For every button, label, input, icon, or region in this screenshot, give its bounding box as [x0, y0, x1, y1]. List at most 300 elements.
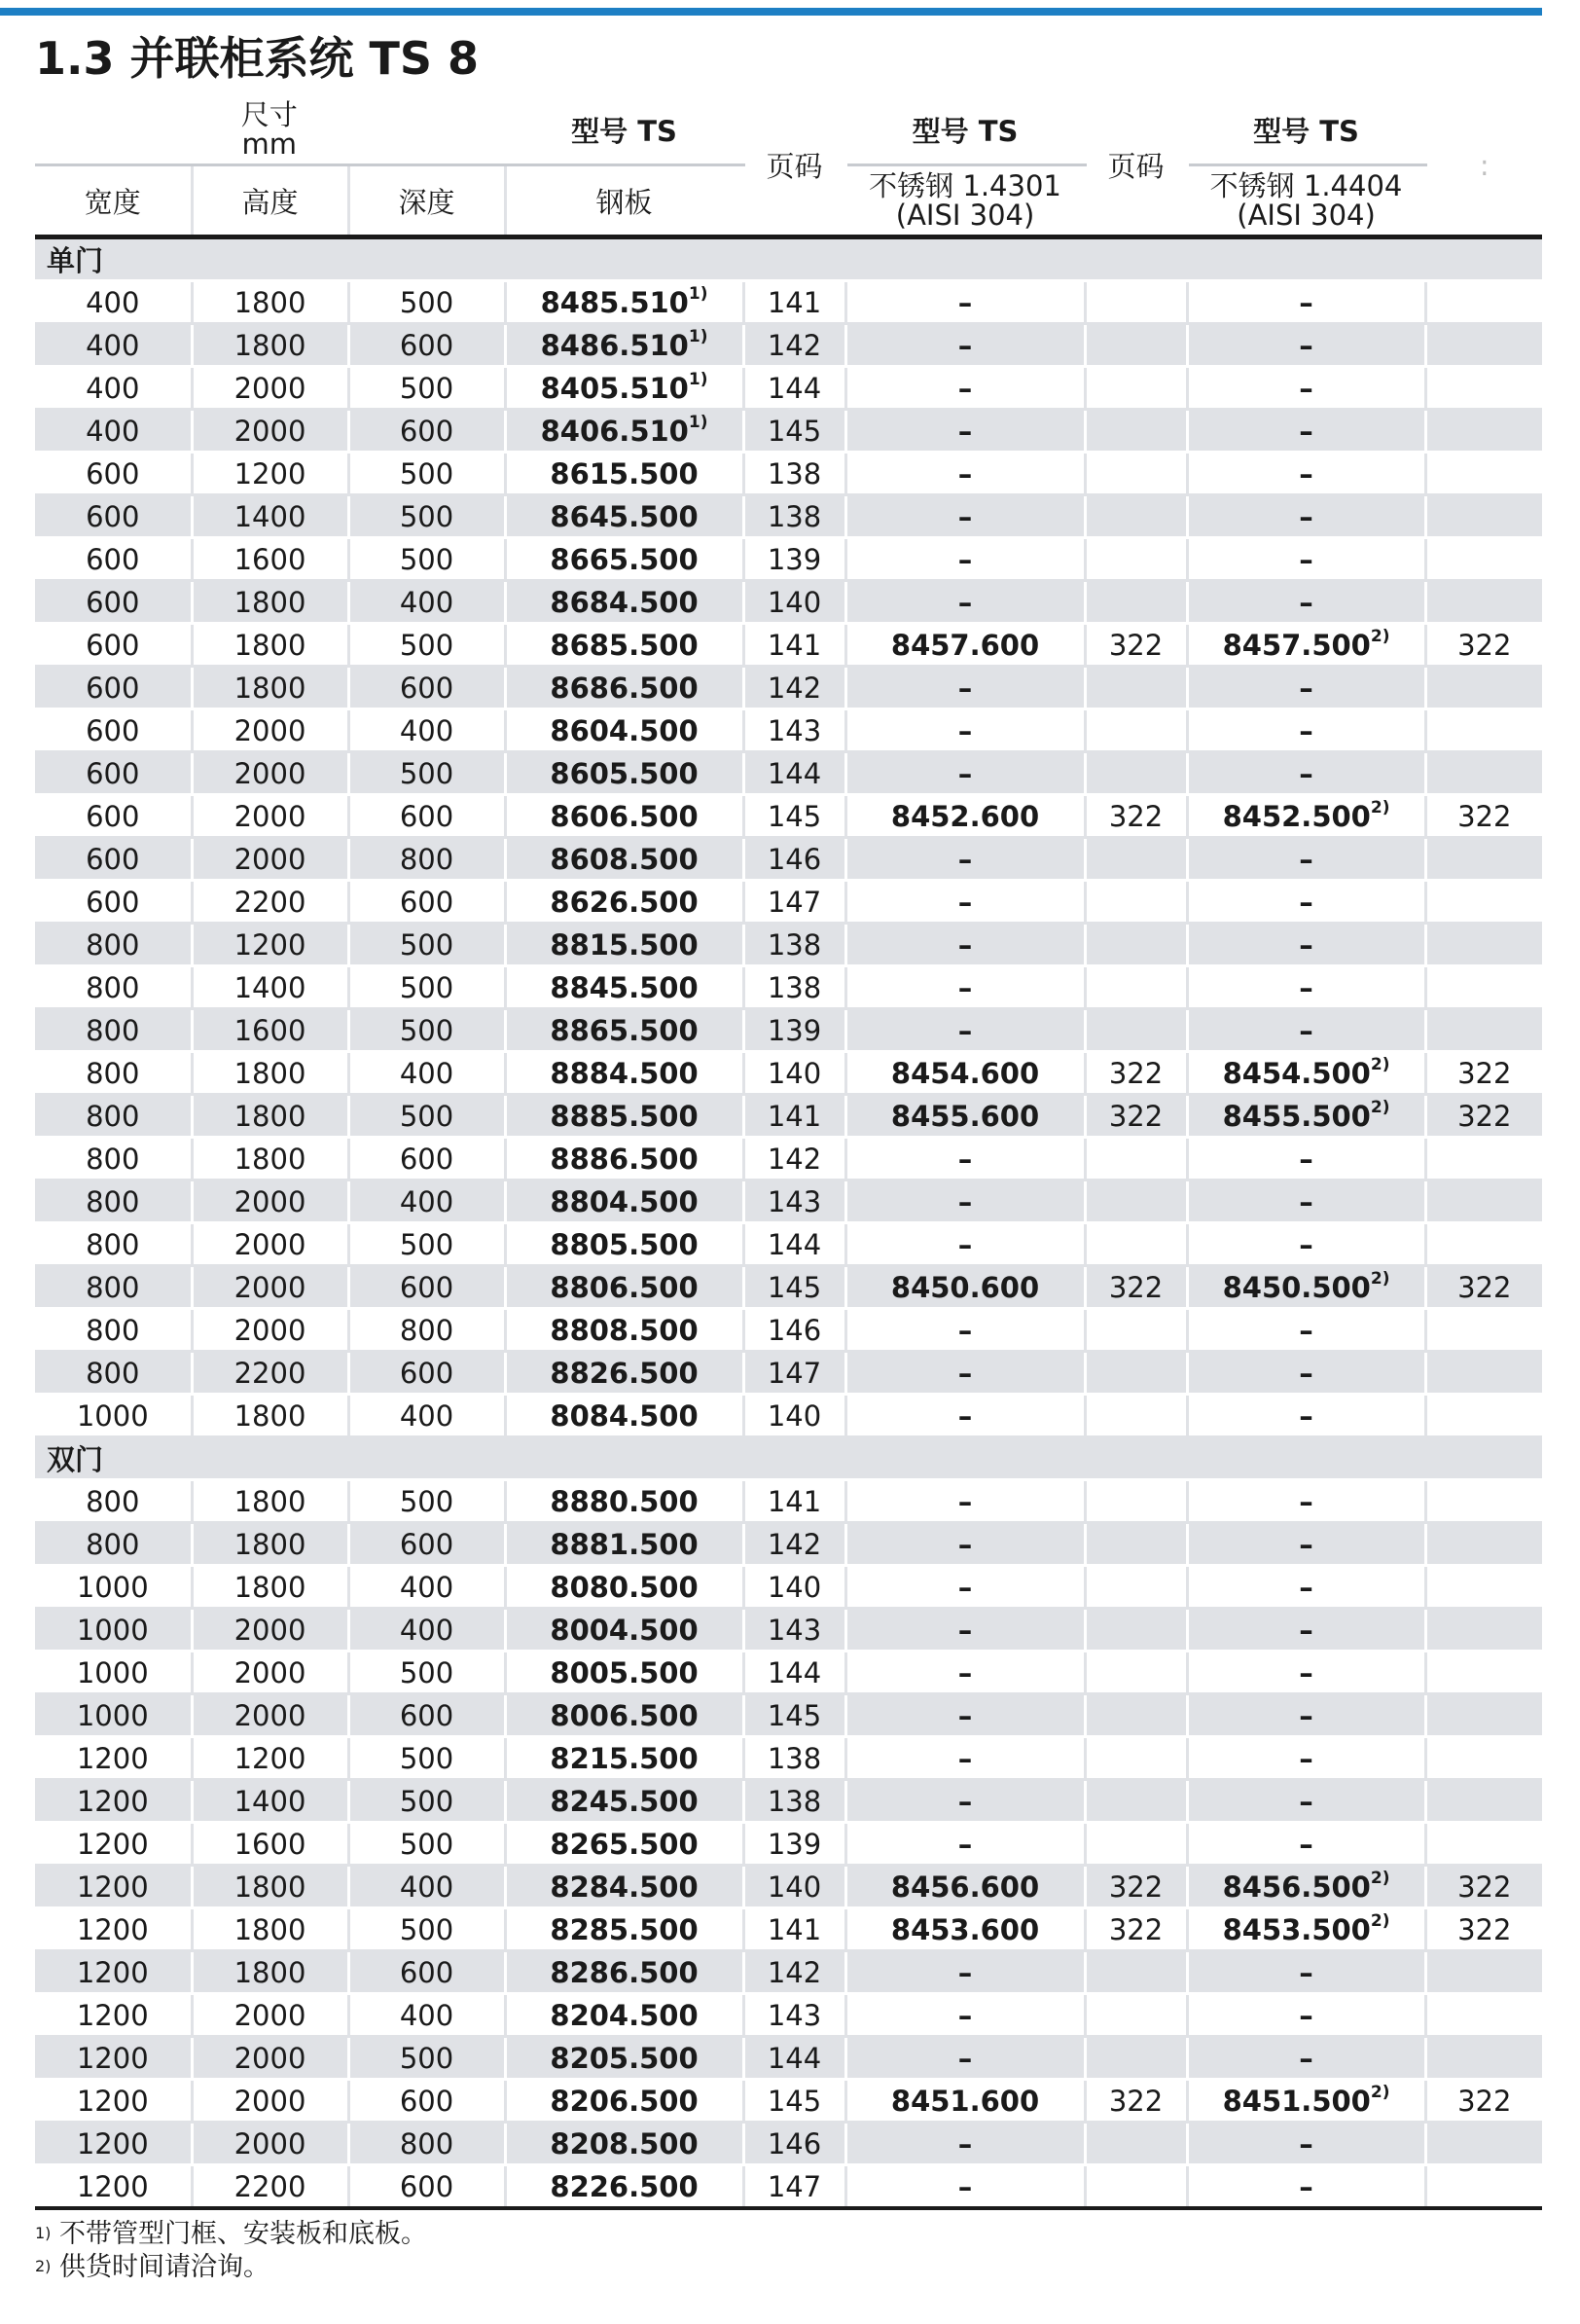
depth-cell-value: 400 [399, 585, 454, 619]
height-cell [192, 581, 348, 624]
depth-cell-value: 600 [399, 414, 454, 448]
stainless-2-model-cell-value: 8454.500 [1222, 1056, 1371, 1090]
page-cell-value: 144 [767, 756, 822, 790]
stainless-1-model-cell [845, 1095, 1085, 1138]
height-cell [192, 1138, 348, 1180]
stainless-2-model-cell [1187, 1095, 1425, 1138]
table-row [35, 1652, 1542, 1694]
table-row [35, 1009, 1542, 1052]
steel-model-cell [505, 1652, 743, 1694]
height-cell [192, 838, 348, 881]
page-cell [743, 1138, 845, 1180]
height-cell [192, 795, 348, 838]
steel-model-cell-value: 8084.500 [550, 1398, 699, 1433]
height-cell-value: 1800 [233, 1099, 306, 1133]
stainless-2-model-cell [1187, 1395, 1425, 1437]
width-cell-value: 600 [86, 585, 140, 619]
steel-model-cell [505, 1523, 743, 1566]
depth-cell [348, 1908, 505, 1951]
width-cell-value: 600 [86, 756, 140, 790]
section-label: 单门 [35, 237, 1542, 281]
steel-model-cell-value: 8615.500 [550, 456, 699, 490]
stainless-2-model-cell-value: – [1299, 1613, 1313, 1647]
height-cell-value: 2000 [233, 2084, 306, 2118]
stainless-2-page-cell [1425, 709, 1542, 752]
page-cell [743, 1566, 845, 1609]
stainless-2-page-cell [1425, 838, 1542, 881]
depth-cell-value: 500 [399, 542, 454, 576]
height-cell-value: 2000 [233, 1613, 306, 1647]
stainless-1-page-cell [1085, 1737, 1187, 1780]
width-cell-value: 800 [86, 1356, 140, 1390]
steel-model-cell-value: 8208.500 [550, 2126, 699, 2161]
height-cell-value: 2200 [233, 1356, 306, 1390]
page-cell-value: 140 [767, 1570, 822, 1604]
depth-cell [348, 2123, 505, 2165]
steel-model-cell-value: 8806.500 [550, 1270, 699, 1304]
page-header-1: 页码 [743, 93, 845, 237]
steel-model-cell [505, 1609, 743, 1652]
table-row [35, 581, 1542, 624]
width-cell [35, 709, 192, 752]
stainless-1-page-cell-value: 322 [1108, 1056, 1164, 1090]
page-cell-value: 145 [767, 1270, 822, 1304]
section-row-double [35, 1437, 1542, 1480]
stainless-1-model-cell [845, 538, 1085, 581]
width-cell [35, 281, 192, 324]
steel-model-cell-value: 8005.500 [550, 1655, 699, 1689]
page-cell-value: 147 [767, 885, 822, 919]
depth-cell-value: 600 [399, 328, 454, 362]
page-cell-value: 144 [767, 2041, 822, 2075]
table-row [35, 367, 1542, 410]
table-row [35, 1395, 1542, 1437]
stainless-1-page-cell [1085, 281, 1187, 324]
stainless-2-model-cell [1187, 924, 1425, 966]
stainless-1-model-cell-value: – [957, 328, 973, 362]
depth-cell [348, 1223, 505, 1266]
stainless-2-model-cell-value: – [1299, 1570, 1313, 1604]
height-cell [192, 495, 348, 538]
depth-cell-value: 600 [399, 2169, 454, 2203]
width-cell [35, 1823, 192, 1866]
steel-model-cell-value: 8405.510 [540, 371, 689, 405]
width-cell-value: 1200 [76, 1827, 149, 1861]
stainless-2-model-cell [1187, 667, 1425, 709]
stainless-2-model-cell-value: – [1299, 756, 1313, 790]
stainless-1-page-cell [1085, 495, 1187, 538]
page-cell-value: 139 [767, 1013, 822, 1047]
stainless-2-model-cell [1187, 966, 1425, 1009]
stainless-1-page-cell [1085, 1309, 1187, 1352]
width-cell [35, 1951, 192, 1994]
footnote-ref-2: 2) [1370, 1268, 1390, 1289]
height-cell-value: 1800 [233, 285, 306, 319]
width-cell-value: 1200 [76, 2169, 149, 2203]
table-row [35, 624, 1542, 667]
width-cell [35, 1009, 192, 1052]
page-cell [743, 1309, 845, 1352]
width-cell [35, 2123, 192, 2165]
page-cell [743, 795, 845, 838]
height-cell [192, 709, 348, 752]
depth-cell [348, 538, 505, 581]
page-cell-value: 143 [767, 1998, 822, 2032]
stainless-2-model-cell [1187, 752, 1425, 795]
footnote-1-text: 不带管型门框、安装板和底板。 [59, 2219, 428, 2249]
stainless-1-page-cell-value: 322 [1108, 628, 1164, 662]
steel-model-cell-value: 8265.500 [550, 1827, 699, 1861]
table-row [35, 2123, 1542, 2165]
page-cell [743, 2037, 845, 2080]
steel-model-cell-value: 8486.510 [540, 328, 689, 362]
stainless-2-page-cell-value: 322 [1457, 628, 1512, 662]
stainless-2-page-cell-value: 322 [1457, 1270, 1512, 1304]
page-cell [743, 624, 845, 667]
steel-model-cell-value: 8004.500 [550, 1613, 699, 1647]
stainless-1-model-cell-value: – [957, 1784, 973, 1818]
steel-model-cell [505, 367, 743, 410]
stainless-1-model-cell-value: 8452.600 [890, 799, 1040, 833]
width-cell-value: 1200 [76, 2084, 149, 2118]
page-cell-value: 145 [767, 414, 822, 448]
height-cell-value: 1800 [233, 1527, 306, 1561]
footnote-1 [35, 2218, 427, 2251]
width-cell-value: 600 [86, 671, 140, 705]
height-cell-value: 1600 [233, 542, 306, 576]
stainless-2-model-cell-value: – [1299, 970, 1313, 1004]
stainless-1-model-cell-value: – [957, 1613, 973, 1647]
steel-model-cell [505, 1352, 743, 1395]
stainless-2-model-cell [1187, 410, 1425, 453]
steel-model-cell-value: 8606.500 [550, 799, 699, 833]
steel-model-cell-value: 8485.510 [540, 285, 689, 319]
steel-model-cell [505, 1052, 743, 1095]
footnote-ref-2: 2) [1370, 2082, 1390, 2102]
height-cell-value: 1200 [233, 927, 306, 962]
page-cell [743, 281, 845, 324]
depth-cell-value: 500 [399, 371, 454, 405]
width-cell-value: 1200 [76, 1955, 149, 1989]
steel-model-cell [505, 624, 743, 667]
stainless-1-model-cell [845, 709, 1085, 752]
steel-model-cell-value: 8604.500 [550, 713, 699, 747]
stainless-1-model-cell-value: – [957, 756, 973, 790]
stainless-1-model-cell [845, 581, 1085, 624]
page-cell [743, 1266, 845, 1309]
width-cell-value: 800 [86, 1056, 140, 1090]
height-cell-value: 2000 [233, 1698, 306, 1732]
height-header: 高度 [192, 165, 348, 237]
stainless-1-page-cell-value: 322 [1108, 1912, 1164, 1946]
stainless-2-model-cell-value: – [1299, 1827, 1313, 1861]
page-cell-value: 141 [767, 628, 822, 662]
depth-cell-value: 600 [399, 1955, 454, 1989]
stainless-1-page-cell [1085, 1052, 1187, 1095]
page-cell-value: 147 [767, 2169, 822, 2203]
steel-model-cell-value: 8204.500 [550, 1998, 699, 2032]
width-cell [35, 1352, 192, 1395]
stainless-1-page-cell [1085, 324, 1187, 367]
page-cell [743, 1652, 845, 1694]
stainless-1-model-cell-value: – [957, 542, 973, 576]
width-cell [35, 1266, 192, 1309]
stainless-2-page-cell [1425, 881, 1542, 924]
stainless-1-model-cell-value: – [957, 499, 973, 533]
aisi-1-header: (AISI 304) [895, 199, 1035, 232]
table-row [35, 1951, 1542, 1994]
stainless-1-header: 不锈钢 1.4301 [869, 169, 1061, 202]
width-cell [35, 1480, 192, 1523]
height-cell [192, 2165, 348, 2209]
steel-model-cell-value: 8808.500 [550, 1313, 699, 1347]
width-cell [35, 2037, 192, 2080]
page-cell [743, 1180, 845, 1223]
stainless-1-model-cell [845, 2165, 1085, 2209]
stainless-1-model-cell-value: – [957, 1142, 973, 1176]
width-cell [35, 838, 192, 881]
depth-cell [348, 2037, 505, 2080]
stainless-2-page-cell-value: 322 [1457, 1912, 1512, 1946]
stainless-1-model-cell-value: 8457.600 [890, 628, 1040, 662]
footnote-1-mark: 1) [35, 2224, 52, 2242]
depth-cell [348, 324, 505, 367]
stainless-2-model-cell [1187, 1737, 1425, 1780]
height-cell [192, 1266, 348, 1309]
stainless-2-model-cell-value: – [1299, 2126, 1313, 2161]
stainless-1-page-cell [1085, 1180, 1187, 1223]
page-cell-value: 138 [767, 1741, 822, 1775]
depth-cell [348, 1352, 505, 1395]
stainless-2-model-cell [1187, 581, 1425, 624]
page-cell [743, 1908, 845, 1951]
depth-cell-value: 400 [399, 1570, 454, 1604]
depth-cell [348, 1566, 505, 1609]
width-cell-value: 600 [86, 499, 140, 533]
height-cell-value: 2000 [233, 799, 306, 833]
stainless-1-model-cell-value: 8454.600 [890, 1056, 1040, 1090]
stainless-1-page-cell [1085, 1395, 1187, 1437]
depth-cell [348, 1480, 505, 1523]
height-cell-value: 1200 [233, 456, 306, 490]
depth-cell-value: 600 [399, 799, 454, 833]
height-cell-value: 1800 [233, 1912, 306, 1946]
stainless-1-model-cell-value: – [957, 456, 973, 490]
depth-cell-value: 500 [399, 456, 454, 490]
stainless-2-page-cell-value: 322 [1457, 799, 1512, 833]
height-cell [192, 1866, 348, 1908]
page-cell-value: 144 [767, 1655, 822, 1689]
depth-cell-value: 800 [399, 2126, 454, 2161]
footnote-ref-2: 2) [1370, 1910, 1390, 1931]
stainless-1-model-cell-value: – [957, 1998, 973, 2032]
depth-cell [348, 795, 505, 838]
stainless-1-model-cell [845, 1566, 1085, 1609]
table-row [35, 667, 1542, 709]
stainless-2-page-cell [1425, 1052, 1542, 1095]
stainless-1-page-cell-value: 322 [1108, 1270, 1164, 1304]
height-cell-value: 2000 [233, 1227, 306, 1261]
depth-cell [348, 1266, 505, 1309]
height-cell-value: 1800 [233, 628, 306, 662]
width-cell [35, 924, 192, 966]
stainless-1-model-cell-value: – [957, 885, 973, 919]
stainless-1-model-cell-value: – [957, 1698, 973, 1732]
stainless-1-page-cell [1085, 2123, 1187, 2165]
depth-header: 深度 [348, 165, 505, 237]
table-row [35, 1866, 1542, 1908]
stainless-2-model-cell [1187, 1994, 1425, 2037]
stainless-2-model-cell-value: – [1299, 285, 1313, 319]
height-cell [192, 1994, 348, 2037]
model-ts-header-2: 型号 TS [845, 93, 1085, 165]
width-cell-value: 800 [86, 970, 140, 1004]
page-cell [743, 1866, 845, 1908]
height-cell-value: 1800 [233, 1056, 306, 1090]
height-cell [192, 538, 348, 581]
height-cell-value: 2000 [233, 756, 306, 790]
steel-model-cell-value: 8881.500 [550, 1527, 699, 1561]
stainless-1-model-cell [845, 1908, 1085, 1951]
footnote-2-text: 供货时间请洽询。 [59, 2252, 270, 2282]
stainless-2-model-cell [1187, 881, 1425, 924]
steel-model-cell [505, 2165, 743, 2209]
footnote-ref-2: 2) [1370, 797, 1390, 817]
depth-cell [348, 367, 505, 410]
stainless-1-model-cell-value: – [957, 1741, 973, 1775]
width-cell [35, 410, 192, 453]
page-cell-value: 140 [767, 1056, 822, 1090]
depth-cell-value: 600 [399, 1356, 454, 1390]
stainless-2-model-cell [1187, 795, 1425, 838]
stainless-2-page-cell [1425, 324, 1542, 367]
height-cell [192, 1652, 348, 1694]
steel-model-cell-value: 8880.500 [550, 1484, 699, 1518]
steel-model-cell [505, 1480, 743, 1523]
table-row [35, 838, 1542, 881]
stainless-1-page-cell [1085, 410, 1187, 453]
depth-cell-value: 500 [399, 1484, 454, 1518]
stainless-1-model-cell-value: 8450.600 [890, 1270, 1040, 1304]
stainless-2-model-cell [1187, 1009, 1425, 1052]
height-cell-value: 1800 [233, 671, 306, 705]
height-cell-value: 2000 [233, 1184, 306, 1218]
height-cell [192, 1309, 348, 1352]
width-cell-value: 800 [86, 1227, 140, 1261]
steel-model-cell-value: 8645.500 [550, 499, 699, 533]
height-cell-value: 1400 [233, 970, 306, 1004]
steel-model-cell [505, 966, 743, 1009]
width-cell [35, 2165, 192, 2209]
stainless-1-page-cell [1085, 1994, 1187, 2037]
stainless-1-model-cell [845, 1652, 1085, 1694]
stainless-1-model-cell-value: – [957, 2126, 973, 2161]
depth-cell [348, 838, 505, 881]
depth-cell-value: 500 [399, 1099, 454, 1133]
depth-cell [348, 709, 505, 752]
stainless-2-model-cell-value: – [1299, 499, 1313, 533]
depth-cell [348, 1694, 505, 1737]
steel-model-cell-value: 8665.500 [550, 542, 699, 576]
steel-model-cell [505, 410, 743, 453]
stainless-1-model-cell [845, 1309, 1085, 1352]
width-cell-value: 1000 [76, 1398, 149, 1433]
height-cell [192, 324, 348, 367]
stainless-1-page-cell [1085, 1951, 1187, 1994]
stainless-1-model-cell [845, 1480, 1085, 1523]
stainless-1-page-cell [1085, 538, 1187, 581]
width-cell-value: 800 [86, 1270, 140, 1304]
steel-model-cell [505, 1309, 743, 1352]
stainless-1-page-cell [1085, 1352, 1187, 1395]
page-cell-value: 142 [767, 328, 822, 362]
stainless-1-model-cell-value: – [957, 671, 973, 705]
depth-cell [348, 1737, 505, 1780]
height-cell [192, 1823, 348, 1866]
page-cell [743, 410, 845, 453]
table-row [35, 1352, 1542, 1395]
height-cell [192, 453, 348, 495]
stainless-1-model-cell [845, 453, 1085, 495]
stainless-2-model-cell-value: – [1299, 1142, 1313, 1176]
height-cell-value: 2200 [233, 885, 306, 919]
stainless-2-page-cell [1425, 1480, 1542, 1523]
top-accent-bar [0, 8, 1542, 16]
table-row [35, 1309, 1542, 1352]
stainless-2-model-cell-value: – [1299, 842, 1313, 876]
page-cell [743, 1052, 845, 1095]
width-cell [35, 1694, 192, 1737]
depth-cell [348, 667, 505, 709]
stainless-1-model-cell [845, 410, 1085, 453]
depth-cell [348, 752, 505, 795]
stainless-1-page-cell [1085, 1694, 1187, 1737]
depth-cell [348, 966, 505, 1009]
steel-model-cell-value: 8804.500 [550, 1184, 699, 1218]
stainless-2-page-cell [1425, 1737, 1542, 1780]
stainless-2-model-cell [1187, 1780, 1425, 1823]
stainless-1-page-cell [1085, 1266, 1187, 1309]
page-cell [743, 924, 845, 966]
stainless-1-page-cell [1085, 881, 1187, 924]
stainless-1-page-cell [1085, 2165, 1187, 2209]
stainless-2-model-cell [1187, 1352, 1425, 1395]
stainless-2-page-cell [1425, 966, 1542, 1009]
steel-model-cell [505, 581, 743, 624]
width-cell-value: 400 [86, 371, 140, 405]
width-cell [35, 2080, 192, 2123]
height-cell-value: 1800 [233, 1484, 306, 1518]
steel-model-cell-value: 8684.500 [550, 585, 699, 619]
stainless-1-model-cell [845, 881, 1085, 924]
page-cell-value: 140 [767, 585, 822, 619]
width-cell-value: 800 [86, 1527, 140, 1561]
stainless-2-model-cell [1187, 1138, 1425, 1180]
steel-model-cell [505, 1866, 743, 1908]
stainless-2-page-cell [1425, 1223, 1542, 1266]
dimensions-header: 尺寸 [240, 98, 298, 131]
stainless-1-model-cell [845, 2080, 1085, 2123]
width-cell-value: 1200 [76, 1784, 149, 1818]
width-cell [35, 1138, 192, 1180]
stainless-1-page-cell [1085, 367, 1187, 410]
stainless-2-model-cell-value: – [1299, 2041, 1313, 2075]
depth-cell-value: 800 [399, 842, 454, 876]
depth-cell-value: 600 [399, 2084, 454, 2118]
width-cell-value: 1000 [76, 1570, 149, 1604]
depth-cell-value: 400 [399, 1870, 454, 1904]
stainless-1-page-cell [1085, 1866, 1187, 1908]
